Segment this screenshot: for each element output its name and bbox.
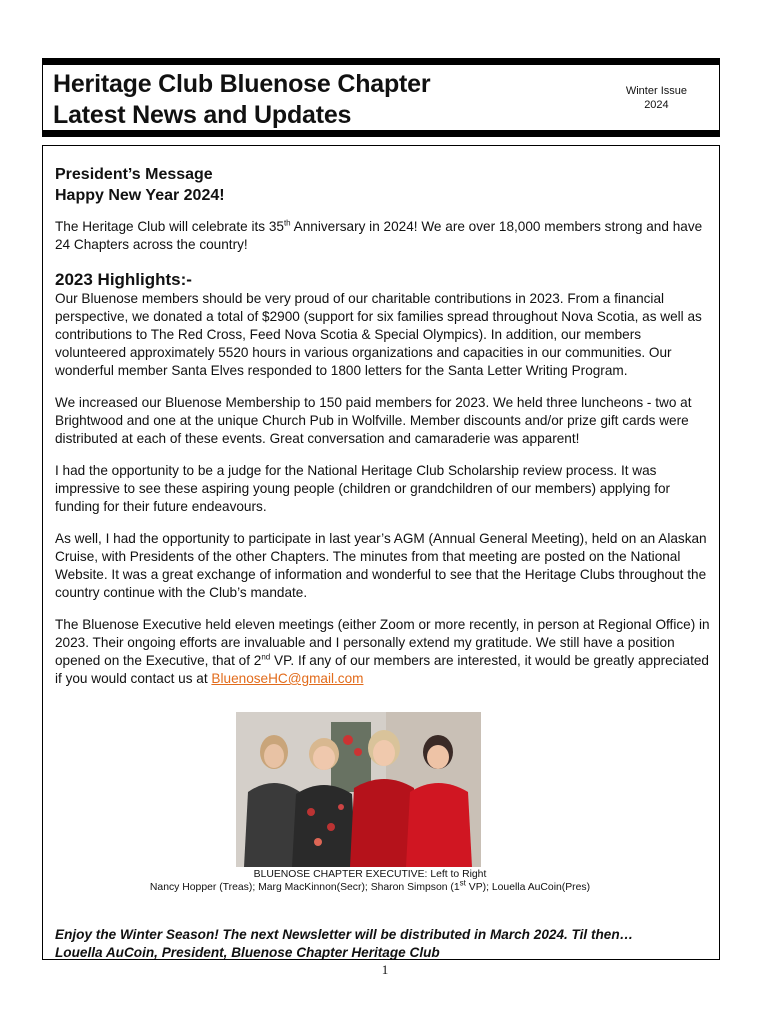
title-line-2: Latest News and Updates: [53, 101, 352, 129]
newsletter-body: [42, 145, 720, 960]
closing-signature: Louella AuCoin, President, Bluenose Chapter Heritage Club: [55, 945, 440, 960]
heading-line-1: President’s Message: [55, 166, 213, 183]
highlights-heading: 2023 Highlights:-: [55, 270, 192, 289]
heading-line-2: Happy New Year 2024!: [55, 187, 225, 204]
newsletter-header: [42, 58, 720, 137]
highlights-paragraph-5: The Bluenose Executive held eleven meetings (either Zoom or more recently, in person at Regional Office) in 2023. Their ongoing efforts are invaluable and I personally extend my gratitude. We still have a position opened on the Executive, that of 2nd VP. If any of our members are interested, it would be greatly appreciated if you would contact us at BluenoseHC@gmail.com: [55, 617, 710, 686]
page-number: 1: [381, 962, 389, 977]
newsletter-title: [53, 69, 430, 131]
closing-message: [55, 926, 715, 960]
issue-season: Winter Issue: [625, 85, 687, 97]
closing-line-1: Enjoy the Winter Season! The next Newsletter will be distributed in March 2024. Til then…: [55, 927, 634, 942]
highlights-paragraph-2: We increased our Bluenose Membership to 150 paid members for 2023. We held three luncheons - two at Brightwood and one at the unique Church Pub in Wolfville. Member discounts and/or prize gift cards were distributed at each of these events. Great conversation and camaraderie was apparent!: [55, 395, 692, 446]
highlights-paragraph-1: Our Bluenose members should be very proud of our charitable contributions in 2023. From a financial perspective, we donated a total of $2900 (support for six families spread throughout Nova Scotia, as well as contributions to The Red Cross, Feed Nova Scotia & Special Olympics). In addition, our members volunteered approximately 5520 hours in various organizations and capacities in our communities. Our wonderful member Santa Elves responded to 1800 letters for the Santa Letter Writing Program.: [55, 291, 702, 378]
issue-year: 2024: [644, 99, 669, 111]
article-content: [55, 164, 715, 688]
caption-line-2: Nancy Hopper (Treas); Marg MacKinnon(Secr); Sharon Simpson (1st VP); Louella AuCoin(Pres): [149, 878, 591, 893]
highlights-paragraph-3: I had the opportunity to be a judge for the National Heritage Club Scholarship review process. It was impressive to see these aspiring young people (children or grandchildren of our members) applying for funding for their future endeavours.: [55, 463, 671, 514]
intro-paragraph: The Heritage Club will celebrate its 35th Anniversary in 2024! We are over 18,000 members strong and have 24 Chapters across the country!: [55, 218, 703, 252]
presidents-message-heading: [55, 164, 715, 206]
caption-line-1: BLUENOSE CHAPTER EXECUTIVE: Left to Right: [253, 869, 487, 880]
title-line-1: Heritage Club Bluenose Chapter: [53, 70, 431, 98]
executive-group-photo: [236, 712, 481, 867]
highlights-paragraph-4: As well, I had the opportunity to participate in last year’s AGM (Annual General Meeting), held on an Alaskan Cruise, with Presidents of the other Chapters. The minutes from that meeting are posted on the National Website. It was a great exchange of information and wonderful to see that the Heritage Clubs throughout the country continue with the Club’s mandate.: [55, 531, 707, 600]
email-link[interactable]: BluenoseHC@gmail.com: [211, 671, 364, 686]
issue-label: [626, 84, 687, 112]
group-photo-illustration: [236, 712, 481, 867]
photo-caption: [55, 868, 685, 894]
